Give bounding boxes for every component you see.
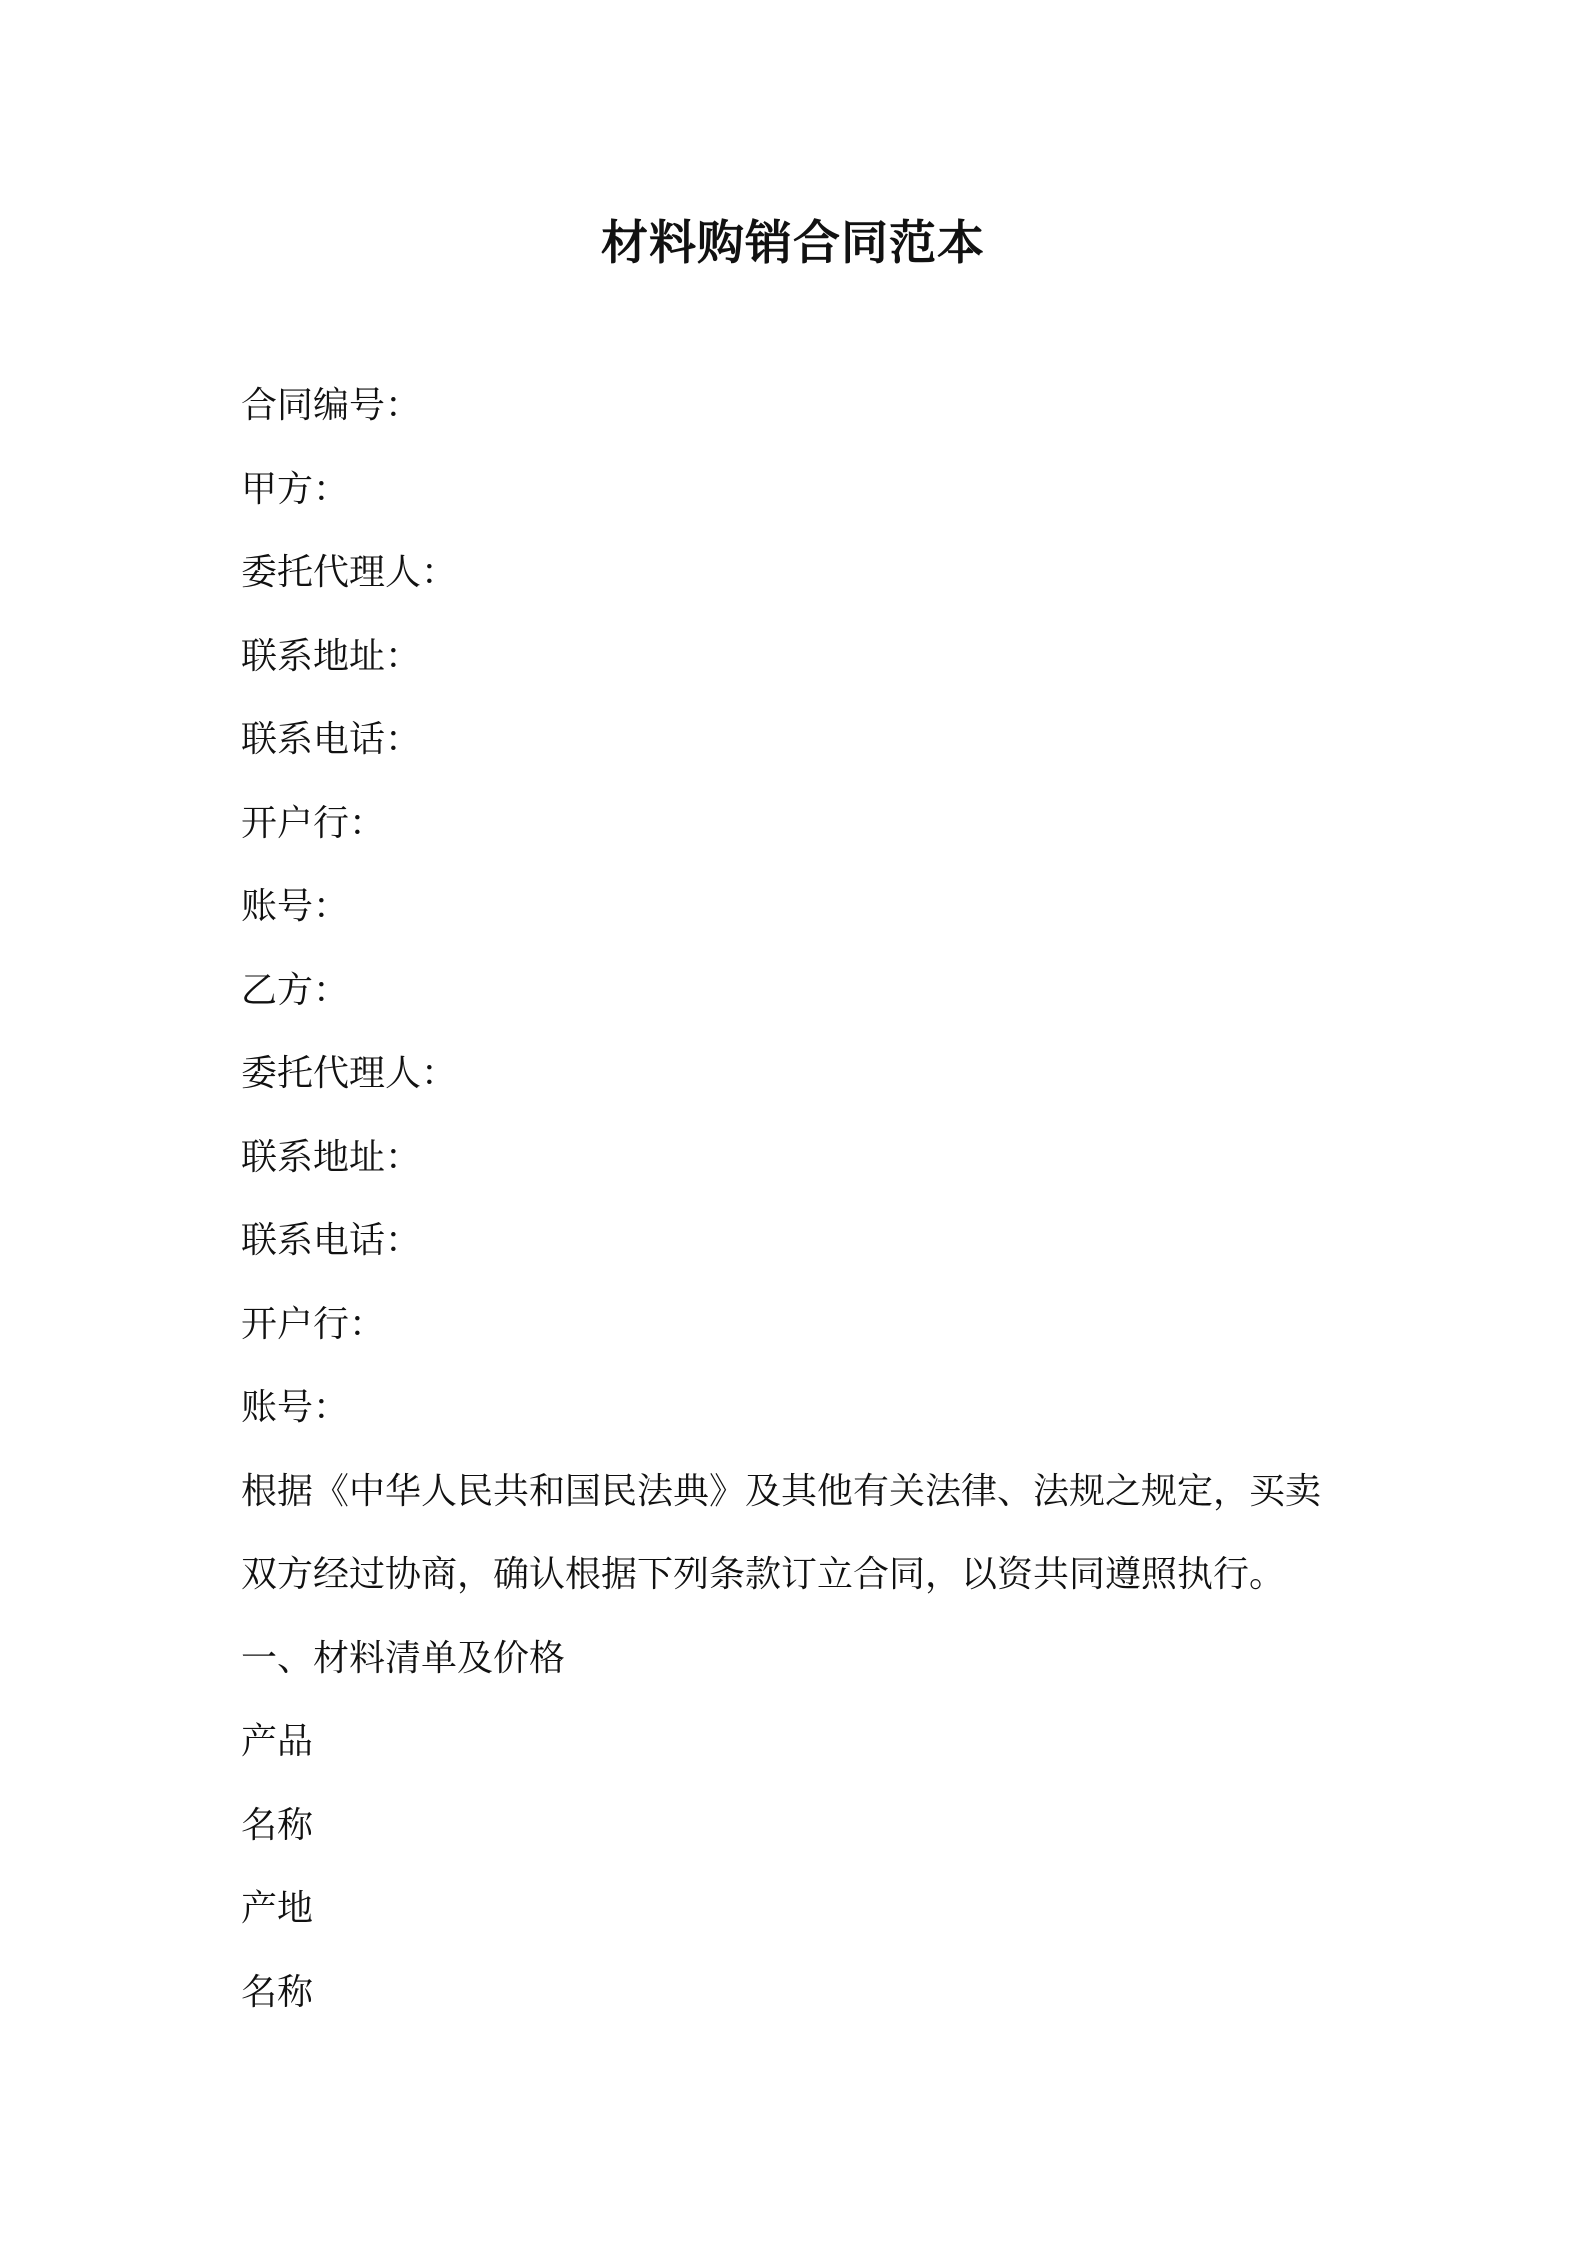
- section-1-heading: 一、材料清单及价格: [241, 1637, 566, 1679]
- party-b-label: 乙方：: [241, 969, 350, 1011]
- party-b-bank-label: 开户行：: [241, 1303, 386, 1345]
- preamble-line-2: 双方经过协商，确认根据下列条款订立合同，以资共同遵照执行。: [241, 1554, 1286, 1595]
- document-body: [241, 364, 1371, 2034]
- party-a-account-label: 账号：: [241, 886, 350, 927]
- table-header-product: 产品: [241, 1721, 314, 1762]
- party-a-label: 甲方：: [241, 468, 350, 510]
- contract-number-label: 合同编号：: [241, 385, 422, 426]
- party-a-agent-label: 委托代理人：: [241, 552, 458, 593]
- table-header-origin: 产地: [241, 1888, 314, 1929]
- table-header-name: 名称: [241, 1804, 314, 1846]
- party-b-account-label: 账号：: [241, 1387, 350, 1428]
- party-a-bank-label: 开户行：: [241, 802, 386, 844]
- party-b-agent-label: 委托代理人：: [241, 1053, 458, 1094]
- document-title: 材料购销合同范本: [601, 216, 985, 271]
- party-b-phone-label: 联系电话：: [241, 1220, 422, 1261]
- party-a-phone-label: 联系电话：: [241, 719, 422, 760]
- party-a-address-label: 联系地址：: [241, 635, 422, 677]
- party-b-address-label: 联系地址：: [241, 1136, 422, 1178]
- preamble-line-1: 根据《中华人民共和国民法典》及其他有关法律、法规之规定，买卖: [241, 1470, 1322, 1512]
- table-header-name-2: 名称: [241, 1971, 314, 2013]
